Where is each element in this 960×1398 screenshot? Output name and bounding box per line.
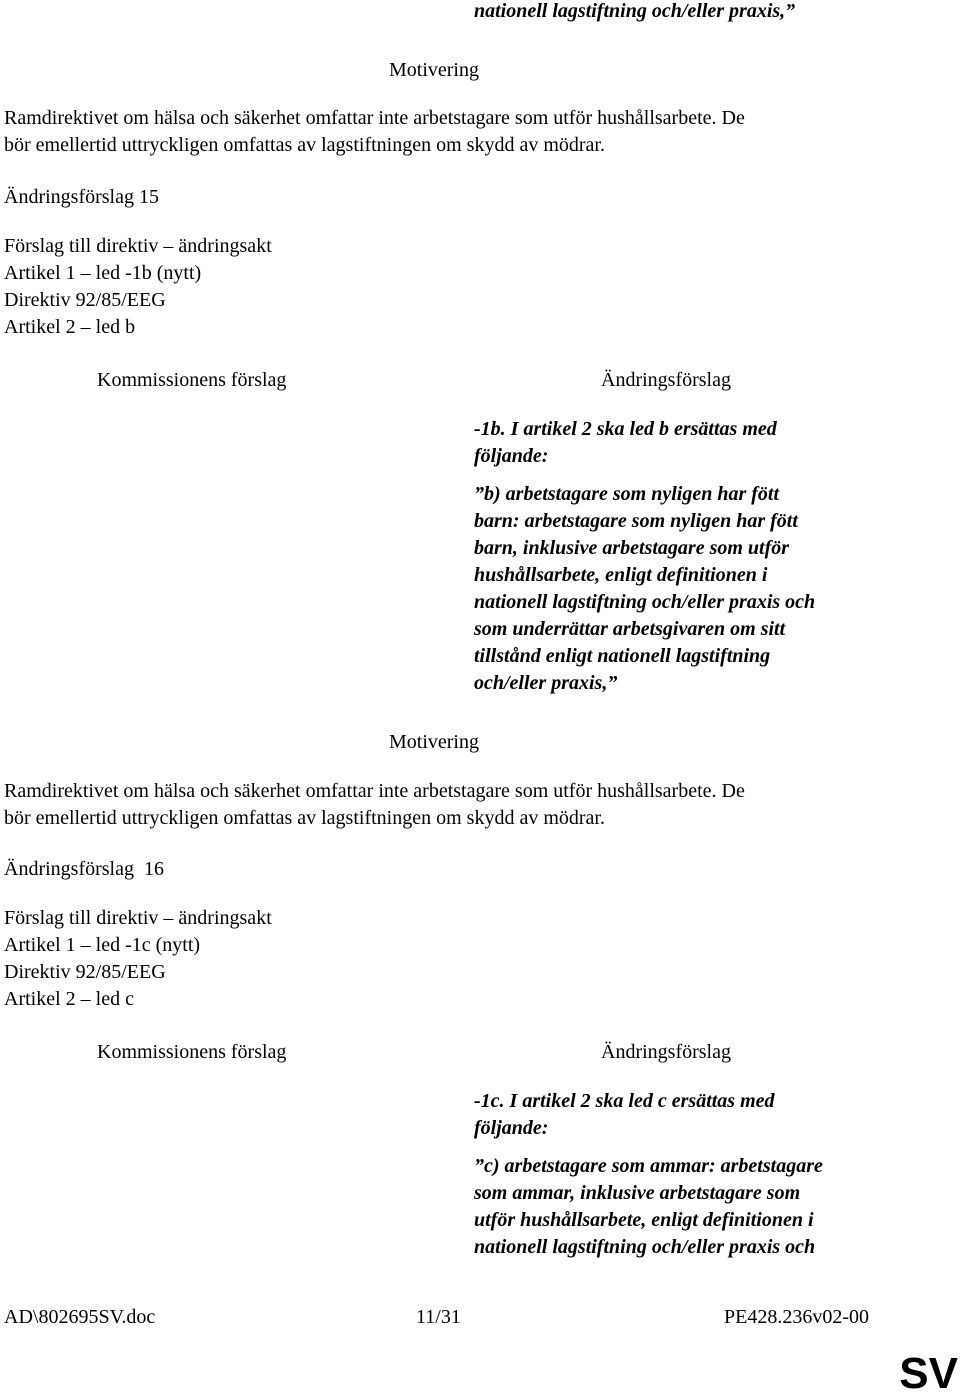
column-header-commission: Kommissionens förslag bbox=[97, 369, 287, 391]
article-label: Artikel 1 – led -1c (nytt) bbox=[4, 934, 201, 956]
motivering-text-line: Ramdirektivet om hälsa och säkerhet omfattar inte arbetstagare som utför hushållsarbete. De bbox=[4, 780, 745, 802]
target-label: Artikel 2 – led b bbox=[4, 316, 136, 338]
language-code: SV bbox=[899, 1349, 958, 1398]
motivering-heading: Motivering bbox=[389, 731, 479, 753]
column-header-amendment: Ändringsförslag bbox=[601, 1041, 731, 1063]
amendment-body-line: som underrättar arbetsgivaren om sitt bbox=[474, 618, 786, 640]
amendment-body-line: nationell lagstiftning och/eller praxis och bbox=[474, 591, 816, 613]
motivering-text-line: bör emellertid uttryckligen omfattas av lagstiftningen om skydd av mödrar. bbox=[4, 134, 605, 156]
proposal-label: Förslag till direktiv – ändringsakt bbox=[4, 235, 272, 257]
amendment-body-line: ”c) arbetstagare som ammar: arbetstagare bbox=[474, 1155, 823, 1177]
amendment-intro-line: -1b. I artikel 2 ska led b ersättas med bbox=[474, 418, 777, 440]
amendment-body-line: barn, inklusive arbetstagare som utför bbox=[474, 537, 790, 559]
directive-label: Direktiv 92/85/EEG bbox=[4, 961, 166, 983]
amendment-body-line: och/eller praxis,” bbox=[474, 672, 618, 694]
footer-page-number: 11/31 bbox=[416, 1306, 461, 1328]
footer-doc-ref: AD\802695SV.doc bbox=[4, 1306, 156, 1328]
column-header-amendment: Ändringsförslag bbox=[601, 369, 731, 391]
amendment-body-line: barn: arbetstagare som nyligen har fött bbox=[474, 510, 798, 532]
proposal-label: Förslag till direktiv – ändringsakt bbox=[4, 907, 272, 929]
amendment-body-line: nationell lagstiftning och/eller praxis och bbox=[474, 1236, 816, 1258]
amendment-intro-line: följande: bbox=[474, 445, 549, 467]
amendment-body-line: utför hushållsarbete, enligt definitionen i bbox=[474, 1209, 814, 1231]
amendment-intro-line: -1c. I artikel 2 ska led c ersättas med bbox=[474, 1090, 775, 1112]
motivering-text-line: Ramdirektivet om hälsa och säkerhet omfattar inte arbetstagare som utför hushållsarbete. De bbox=[4, 107, 745, 129]
amendment-title: Ändringsförslag 16 bbox=[4, 858, 164, 880]
amendment-intro bbox=[474, 416, 894, 470]
amendment-body-line: hushållsarbete, enligt definitionen i bbox=[474, 564, 768, 586]
amendment-title: Ändringsförslag 15 bbox=[4, 186, 159, 208]
motivering-heading: Motivering bbox=[389, 59, 479, 81]
amendment-intro-line: följande: bbox=[474, 1117, 549, 1139]
directive-label: Direktiv 92/85/EEG bbox=[4, 289, 166, 311]
motivering-text-line: bör emellertid uttryckligen omfattas av lagstiftningen om skydd av mödrar. bbox=[4, 807, 605, 829]
amendment-body bbox=[474, 481, 894, 697]
amendment-intro bbox=[474, 1088, 894, 1142]
article-label: Artikel 1 – led -1b (nytt) bbox=[4, 262, 202, 284]
target-label: Artikel 2 – led c bbox=[4, 988, 134, 1010]
amendment-body-line: som ammar, inklusive arbetstagare som bbox=[474, 1182, 801, 1204]
column-header-commission: Kommissionens förslag bbox=[97, 1041, 287, 1063]
continued-amendment-text: nationell lagstiftning och/eller praxis,” bbox=[474, 0, 796, 22]
amendment-body-line: ”b) arbetstagare som nyligen har fött bbox=[474, 483, 780, 505]
footer-pe-ref: PE428.236v02-00 bbox=[724, 1306, 869, 1328]
amendment-body bbox=[474, 1153, 894, 1261]
amendment-body-line: tillstånd enligt nationell lagstiftning bbox=[474, 645, 771, 667]
